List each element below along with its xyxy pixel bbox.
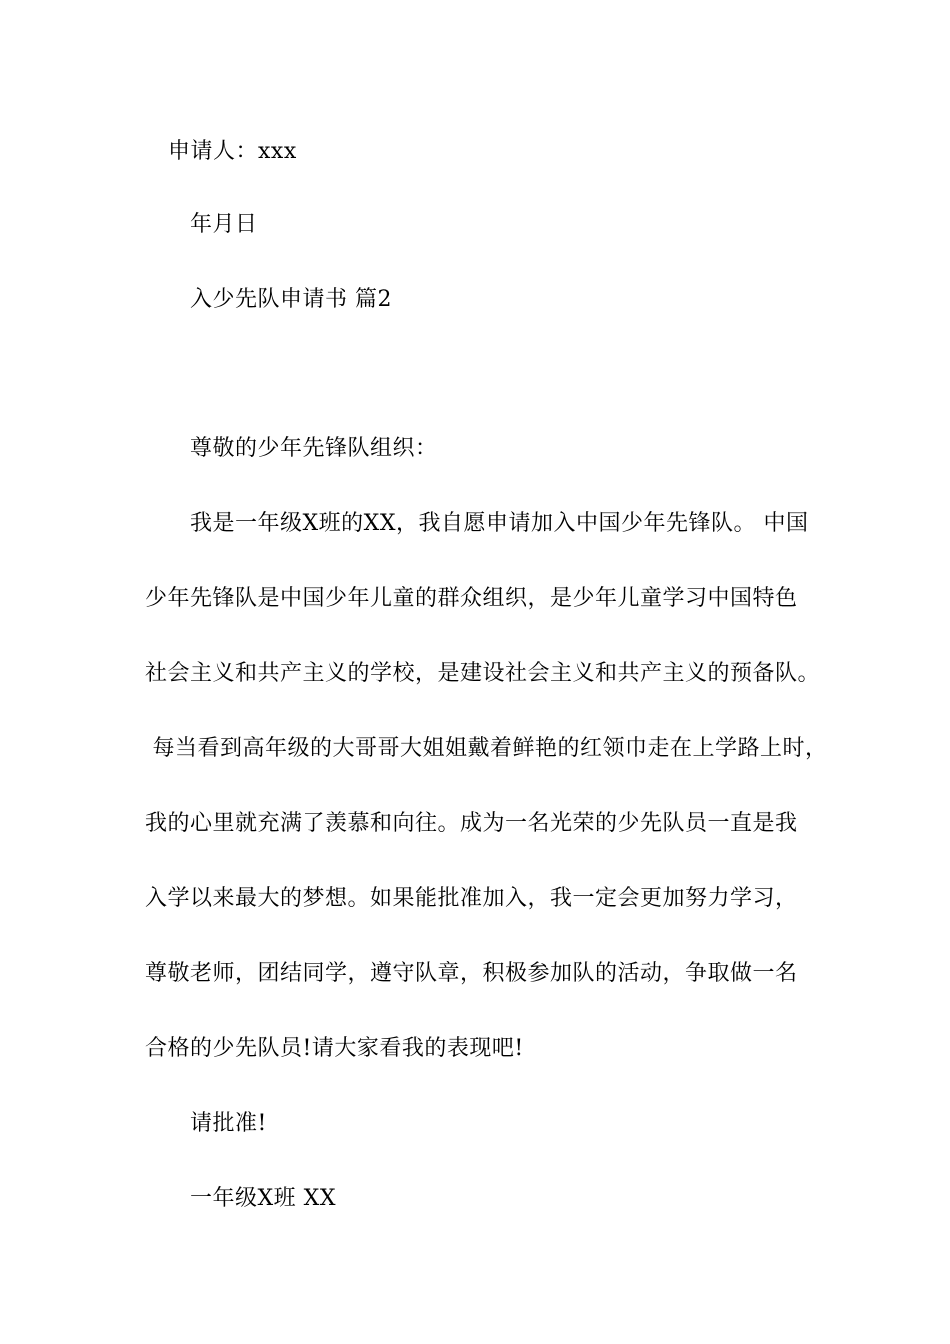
salutation: 尊敬的少年先锋队组织：: [190, 436, 438, 461]
date-line: 年月日: [190, 212, 258, 237]
signature-line: 一年级X班 XX: [190, 1186, 336, 1211]
paragraph-line: 社会主义和共产主义的学校，是建设社会主义和共产主义的预备队。: [145, 661, 821, 686]
paragraph-line: 尊敬老师，团结同学，遵守队章，积极参加队的活动，争取做一名: [145, 961, 798, 986]
closing-line: 请批准!: [190, 1111, 267, 1136]
paragraph-line: 我是一年级X班的XX，我自愿申请加入中国少年先锋队。 中国: [190, 511, 809, 536]
paragraph-line: 少年先锋队是中国少年儿童的群众组织，是少年儿童学习中国特色: [145, 586, 798, 611]
paragraph-line: 合格的少先队员!请大家看我的表现吧!: [145, 1036, 524, 1061]
paragraph-line: 入学以来最大的梦想。如果能批准加入，我一定会更加努力学习，: [145, 886, 798, 911]
paragraph-line: 我的心里就充满了羡慕和向往。成为一名光荣的少先队员一直是我: [145, 811, 798, 836]
section-title: 入少先队申请书 篇2: [190, 287, 392, 312]
applicant-line: 申请人：xxx: [168, 139, 297, 164]
paragraph-line: 每当看到高年级的大哥哥大姐姐戴着鲜艳的红领巾走在上学路上时，: [145, 736, 828, 761]
